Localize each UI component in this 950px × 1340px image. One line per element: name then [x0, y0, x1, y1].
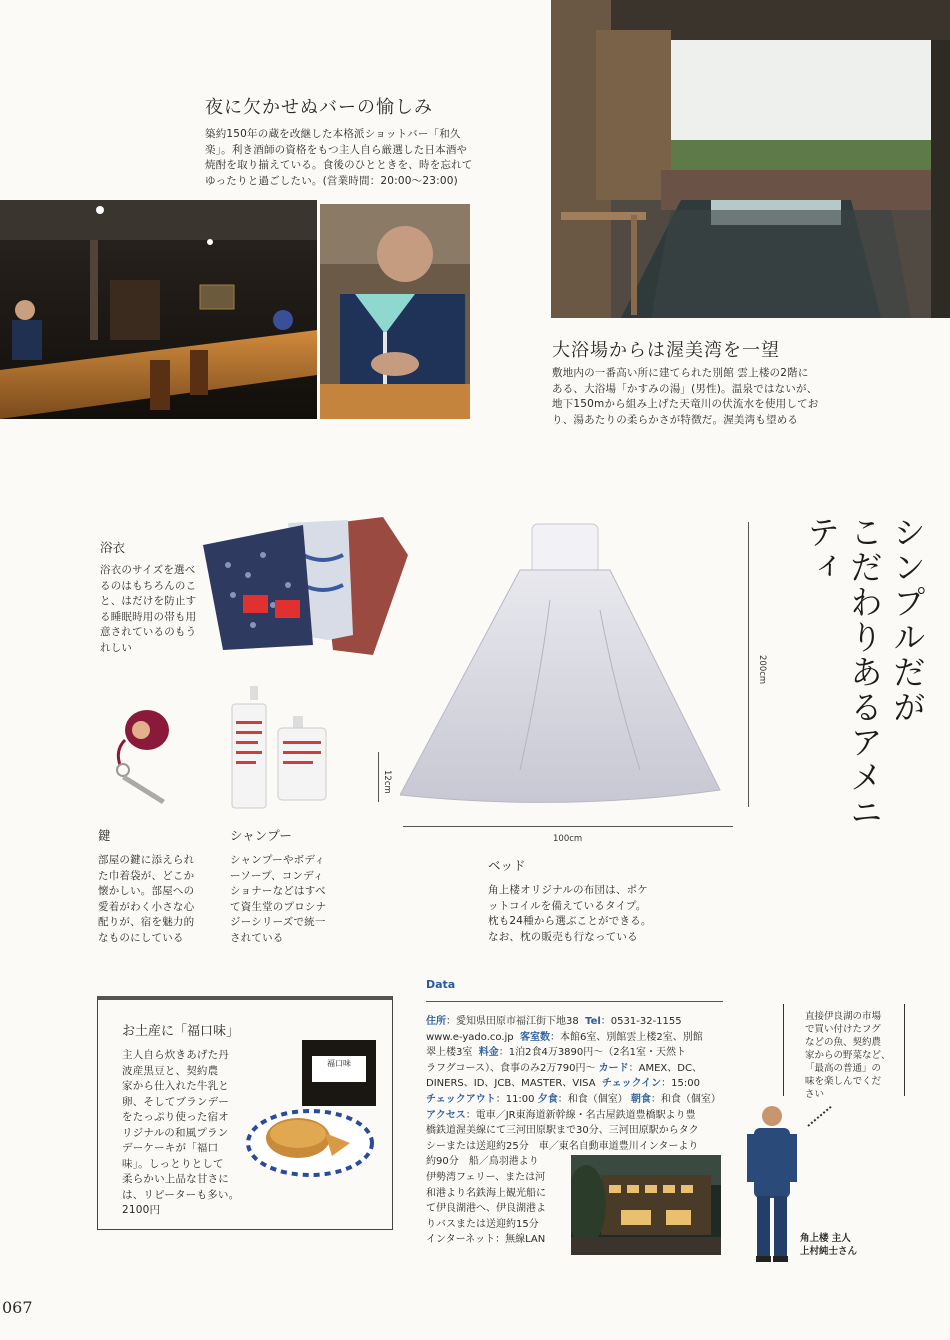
width-dimension-line	[403, 826, 733, 827]
bath-photo	[551, 0, 950, 318]
souvenir-title: お土産に「福口味」	[122, 1024, 240, 1039]
page-number: 067	[2, 1298, 33, 1317]
bed-body: 角上楼オリジナルの布団は、ポケ ットコイルを備えているタイプ。 枕も24種から選ぶことができる。 なお、枕の販売も行なっている	[488, 884, 652, 943]
shampoo-body: シャンプーやボディ ーソープ、コンディ ショナーなどはすべ て資生堂のプロシナ ジーシリーズで統一 されている	[230, 854, 327, 944]
owner-dotted-leader	[807, 1106, 831, 1127]
ryokan-exterior-photo	[571, 1155, 721, 1255]
cocktail-photo	[320, 204, 470, 419]
amenity-heading: シンプルだが こだわりあるアメニティ	[802, 515, 927, 830]
yukata-label: 浴衣	[100, 540, 126, 555]
bar-counter-photo	[0, 200, 317, 419]
yukata-photo	[203, 515, 411, 660]
data-heading-rule	[426, 1001, 723, 1002]
cake-photo	[240, 1038, 380, 1178]
height-dimension-label: 200cm	[757, 655, 767, 685]
bar-body: 築約150年の蔵を改継した本格派ショットバー「和久 楽」。利き酒師の資格をもつ主人自ら厳選した日本酒や 焼酎を取り揃えている。食後のひとときを、時を忘れて ゆったりと過ごしたい。(営業時間：20:00〜23:00)	[205, 128, 473, 187]
thickness-dimension-line	[378, 752, 379, 802]
bath-body: 敷地内の一番高い所に建てられた別館 雲上楼の2階に ある、大浴場「かすみの湯」(男性)。温泉ではないが、 地下150mから組み上げた天竜川の伏流水を使用してお り、湯あたりの柔らかさが特徴だ。渥美湾も望める	[552, 367, 819, 426]
souvenir-box-label: 福口味	[327, 1059, 351, 1068]
owner-photo	[744, 1100, 800, 1270]
shampoo-label: シャンプー	[230, 828, 292, 843]
owner-caption: 角上楼 主人 上村純士さん	[800, 1233, 858, 1257]
yukata-body: 浴衣のサイズを選べ るのはもちろんのこ と、はだけを防止す る睡眠時用の帯も用 意されているのもう れしい	[100, 564, 197, 654]
key-pouch-photo	[105, 700, 175, 810]
bar-title: 夜に欠かせぬバーの愉しみ	[205, 97, 433, 118]
bed-label: ベッド	[488, 858, 526, 873]
bed-photo	[400, 520, 730, 810]
data-heading: Data	[426, 978, 456, 991]
souvenir-body: 主人自ら炊きあげた丹 波産黒豆と、契約農 家から仕入れた牛乳と 卵、そしてブランデー をたっぷり使った宿オ リジナルの和風プラン デーケーキが「福口 味」。しっとりとして 柔らかい上品な甘さに は、リピーターも多い。 2100円	[122, 1049, 240, 1216]
owner-quote: 直接伊良湖の市場 で買い付けたフグ などの魚、契約農 家からの野菜など、 「最高の普通」の 味を楽しんでくだ さい	[805, 1011, 891, 1100]
thickness-dimension-label: 12cm	[382, 770, 392, 794]
key-body: 部屋の鍵に添えられ た巾着袋が、どこか 懐かしい。部屋への 愛着がわく小さな心 配りが、宿を魅力的 なものにしている	[98, 854, 195, 944]
bath-title: 大浴場からは渥美湾を一望	[552, 340, 780, 361]
shampoo-bottles-photo	[228, 686, 333, 811]
key-label: 鍵	[98, 828, 111, 843]
width-dimension-label: 100cm	[553, 834, 583, 844]
data-block: 住所：愛知県田原市福江街下地38 Tel：0531-32-1155 www.e-yado.co.jp 客室数：本館6室、別館雲上楼2室、別館 翠上楼3室 料金：1泊2食4万3890円〜（2名1室・天然ト ラフグコース）、食事のみ2万790円〜 カード：AMEX、DC、 DINERS、ID、JCB、MASTER、VISA チェックイン：15:00 チェックアウト：11:00 夕食：和食（個室） 朝食：和食（個室） アクセス：電車／JR東海道新幹線・名古屋鉄道豊橋駅より豊 橋鉄道渥美線にて三河田原駅まで30分、三河田原駅からタク シーまたは送迎約25分 車／東名自動車道豊川インターより 約90分 船／鳥羽港より 伊勢湾フェリー、または河 和港より名鉄海上観光船に て伊良湖港へ、伊良湖港よ りバスまたは送迎約15分 インターネット：無線LAN	[426, 1016, 721, 1246]
height-dimension-line	[748, 522, 749, 807]
